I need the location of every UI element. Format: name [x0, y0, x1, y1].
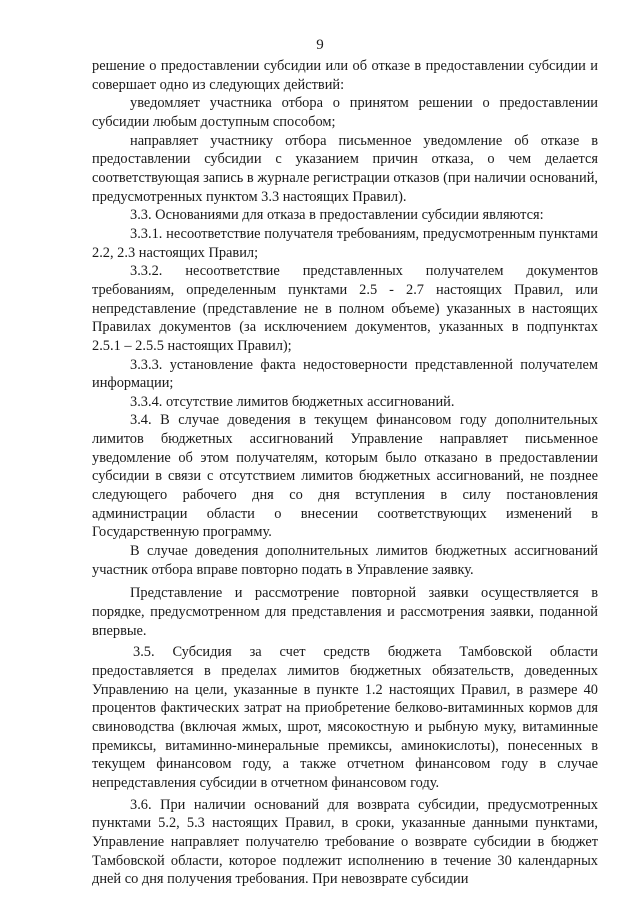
paragraph-3-6: 3.6. При наличии оснований для возврата субсидии, предусмотренных пунктами 5.2, 5.3 настоящих Правил, в сроки, указанные данными пунктами, Управление направляет получателю требование о возврате субсидии в бюджет Тамбовской области, которое подлежит исполнению в течение 30 календарных дней со дня получения требования. При невозврате субсидии — [92, 796, 598, 888]
page-number: 9 — [316, 37, 324, 53]
paragraph-3-3-1: 3.3.1. несоответствие получателя требованиям, предусмотренным пунктами 2.2, 2.3 настоящих Правил; — [92, 225, 598, 261]
paragraph-resubmission: Представление и рассмотрение повторной заявки осуществляется в порядке, предусмотренном для представления и рассмотрения заявки, поданной впервые. — [92, 585, 598, 639]
paragraph-refusal-notice: направляет участнику отбора письменное уведомление об отказе в предоставлении субсидии с указанием причин отказа, о чем делается соответствующая запись в журнале регистрации отказов (при наличии оснований, предусмотренных пунктом 3.3 настоящих Правил). — [92, 132, 598, 205]
paragraph-additional-limits: В случае доведения дополнительных лимитов бюджетных ассигнований участник отбора вправе повторно подать в Управление заявку. — [92, 543, 598, 578]
paragraph-3-3-4: 3.3.4. отсутствие лимитов бюджетных ассигнований. — [130, 393, 455, 410]
paragraph-3-3-2: 3.3.2. несоответствие представленных получателем документов требованиям, определенным пунктами 2.5 - 2.7 настоящих Правил, или непредставление (представление не в полном объеме) указанных в настоящих Правилах документов (за исключением документов, указанных в подпунктах 2.5.1 – 2.5.5 настоящих Правил); — [92, 263, 598, 354]
paragraph-3-3-3: 3.3.3. установление факта недостоверности представленной получателем информации; — [92, 356, 598, 392]
document-body — [92, 57, 598, 889]
paragraph-3-3: 3.3. Основаниями для отказа в предоставлении субсидии являются: — [130, 207, 544, 224]
paragraph-decision: решение о предоставлении субсидии или об отказе в предоставлении субсидии и совершает одно из следующих действий: — [92, 58, 598, 93]
paragraph-notify: уведомляет участника отбора о принятом решении о предоставлении субсидии любым доступным способом; — [92, 95, 598, 130]
paragraph-3-5: 3.5. Субсидия за счет средств бюджета Тамбовской области предоставляется в пределах лимитов бюджетных обязательств, доведенных Управлению на цели, указанные в пункте 1.2 настоящих Правил, в размере 40 процентов фактических затрат на приобретение белково-витаминных кормов для свиноводства (включая жмых, шрот, мясокостную и рыбную муку, витаминные премиксы, витаминно-минеральные премиксы, аминокислоты), понесенных в текущем финансовом году, а также отчетном финансовом году в случае непредставления субсидии в отчетном финансовом году. — [92, 644, 598, 791]
paragraph-3-4: 3.4. В случае доведения в текущем финансовом году дополнительных лимитов бюджетных ассигнований Управление направляет письменное уведомление об этом получателям, которым было отказано в предоставлении субсидии в связи с отсутствием лимитов бюджетных ассигнований, не позднее следующего рабочего дня со дня вступления в силу постановления администрации области о внесении соответствующих изменений в Государственную программу. — [92, 412, 598, 541]
